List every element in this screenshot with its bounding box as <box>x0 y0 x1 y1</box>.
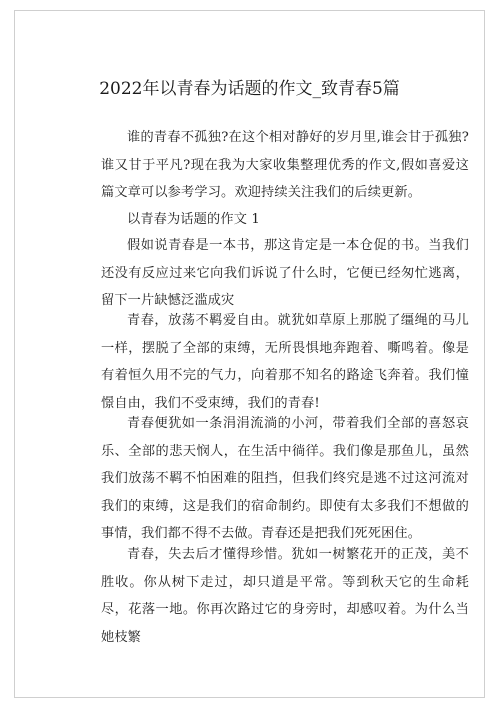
section-heading: 以青春为话题的作文 1 <box>127 212 260 227</box>
essay-paragraph: 青春，放荡不羁爱自由。就犹如草原上那脱了缰绳的马儿一样，摆脱了全部的束缚，无所畏惧地奔跑着、嘶鸣着。像是有着恒久用不完的气力，向着那不知名的路途飞奔着。我们憧憬自由，我们不受束缚，我们的青春! <box>101 313 469 411</box>
essay-paragraph: 假如说青春是一本书，那这肯定是一本仓促的书。当我们还没有反应过来它向我们诉说了什么时，它便已经匆忙逃离，留下一片缺憾泛滥成灾 <box>101 238 469 308</box>
essay-paragraph: 青春便犹如一条涓涓流淌的小河，带着我们全部的喜怒哀乐、全部的悲天悯人，在生活中徜徉。我们像是那鱼儿，虽然我们放荡不羁不怕困难的阻挡，但我们终究是逃不过这河流对我们的束缚，这是我们的宿命制约。即使有太多我们不想做的事情，我们都不得不去做。青春还是把我们死死困住。 <box>101 416 469 541</box>
intro-paragraph: 谁的青春不孤独?在这个相对静好的岁月里,谁会甘于孤独?谁又甘于平凡?现在我为大家收集整理优秀的作文,假如喜爱这篇文章可以参考学习。欢迎持续关注我们的后续更新。 <box>101 130 469 200</box>
document-page <box>14 10 485 698</box>
essay-paragraph: 青春，失去后才懂得珍惜。犹如一树繁花开的正茂，美不胜收。你从树下走过，却只道是平常。等到秋天它的生命耗尽，花落一地。你再次路过它的身旁时，却感叹着。为什么当她枝繁 <box>101 547 469 645</box>
document-title: 2022年以青春为话题的作文_致青春5篇 <box>99 79 400 99</box>
